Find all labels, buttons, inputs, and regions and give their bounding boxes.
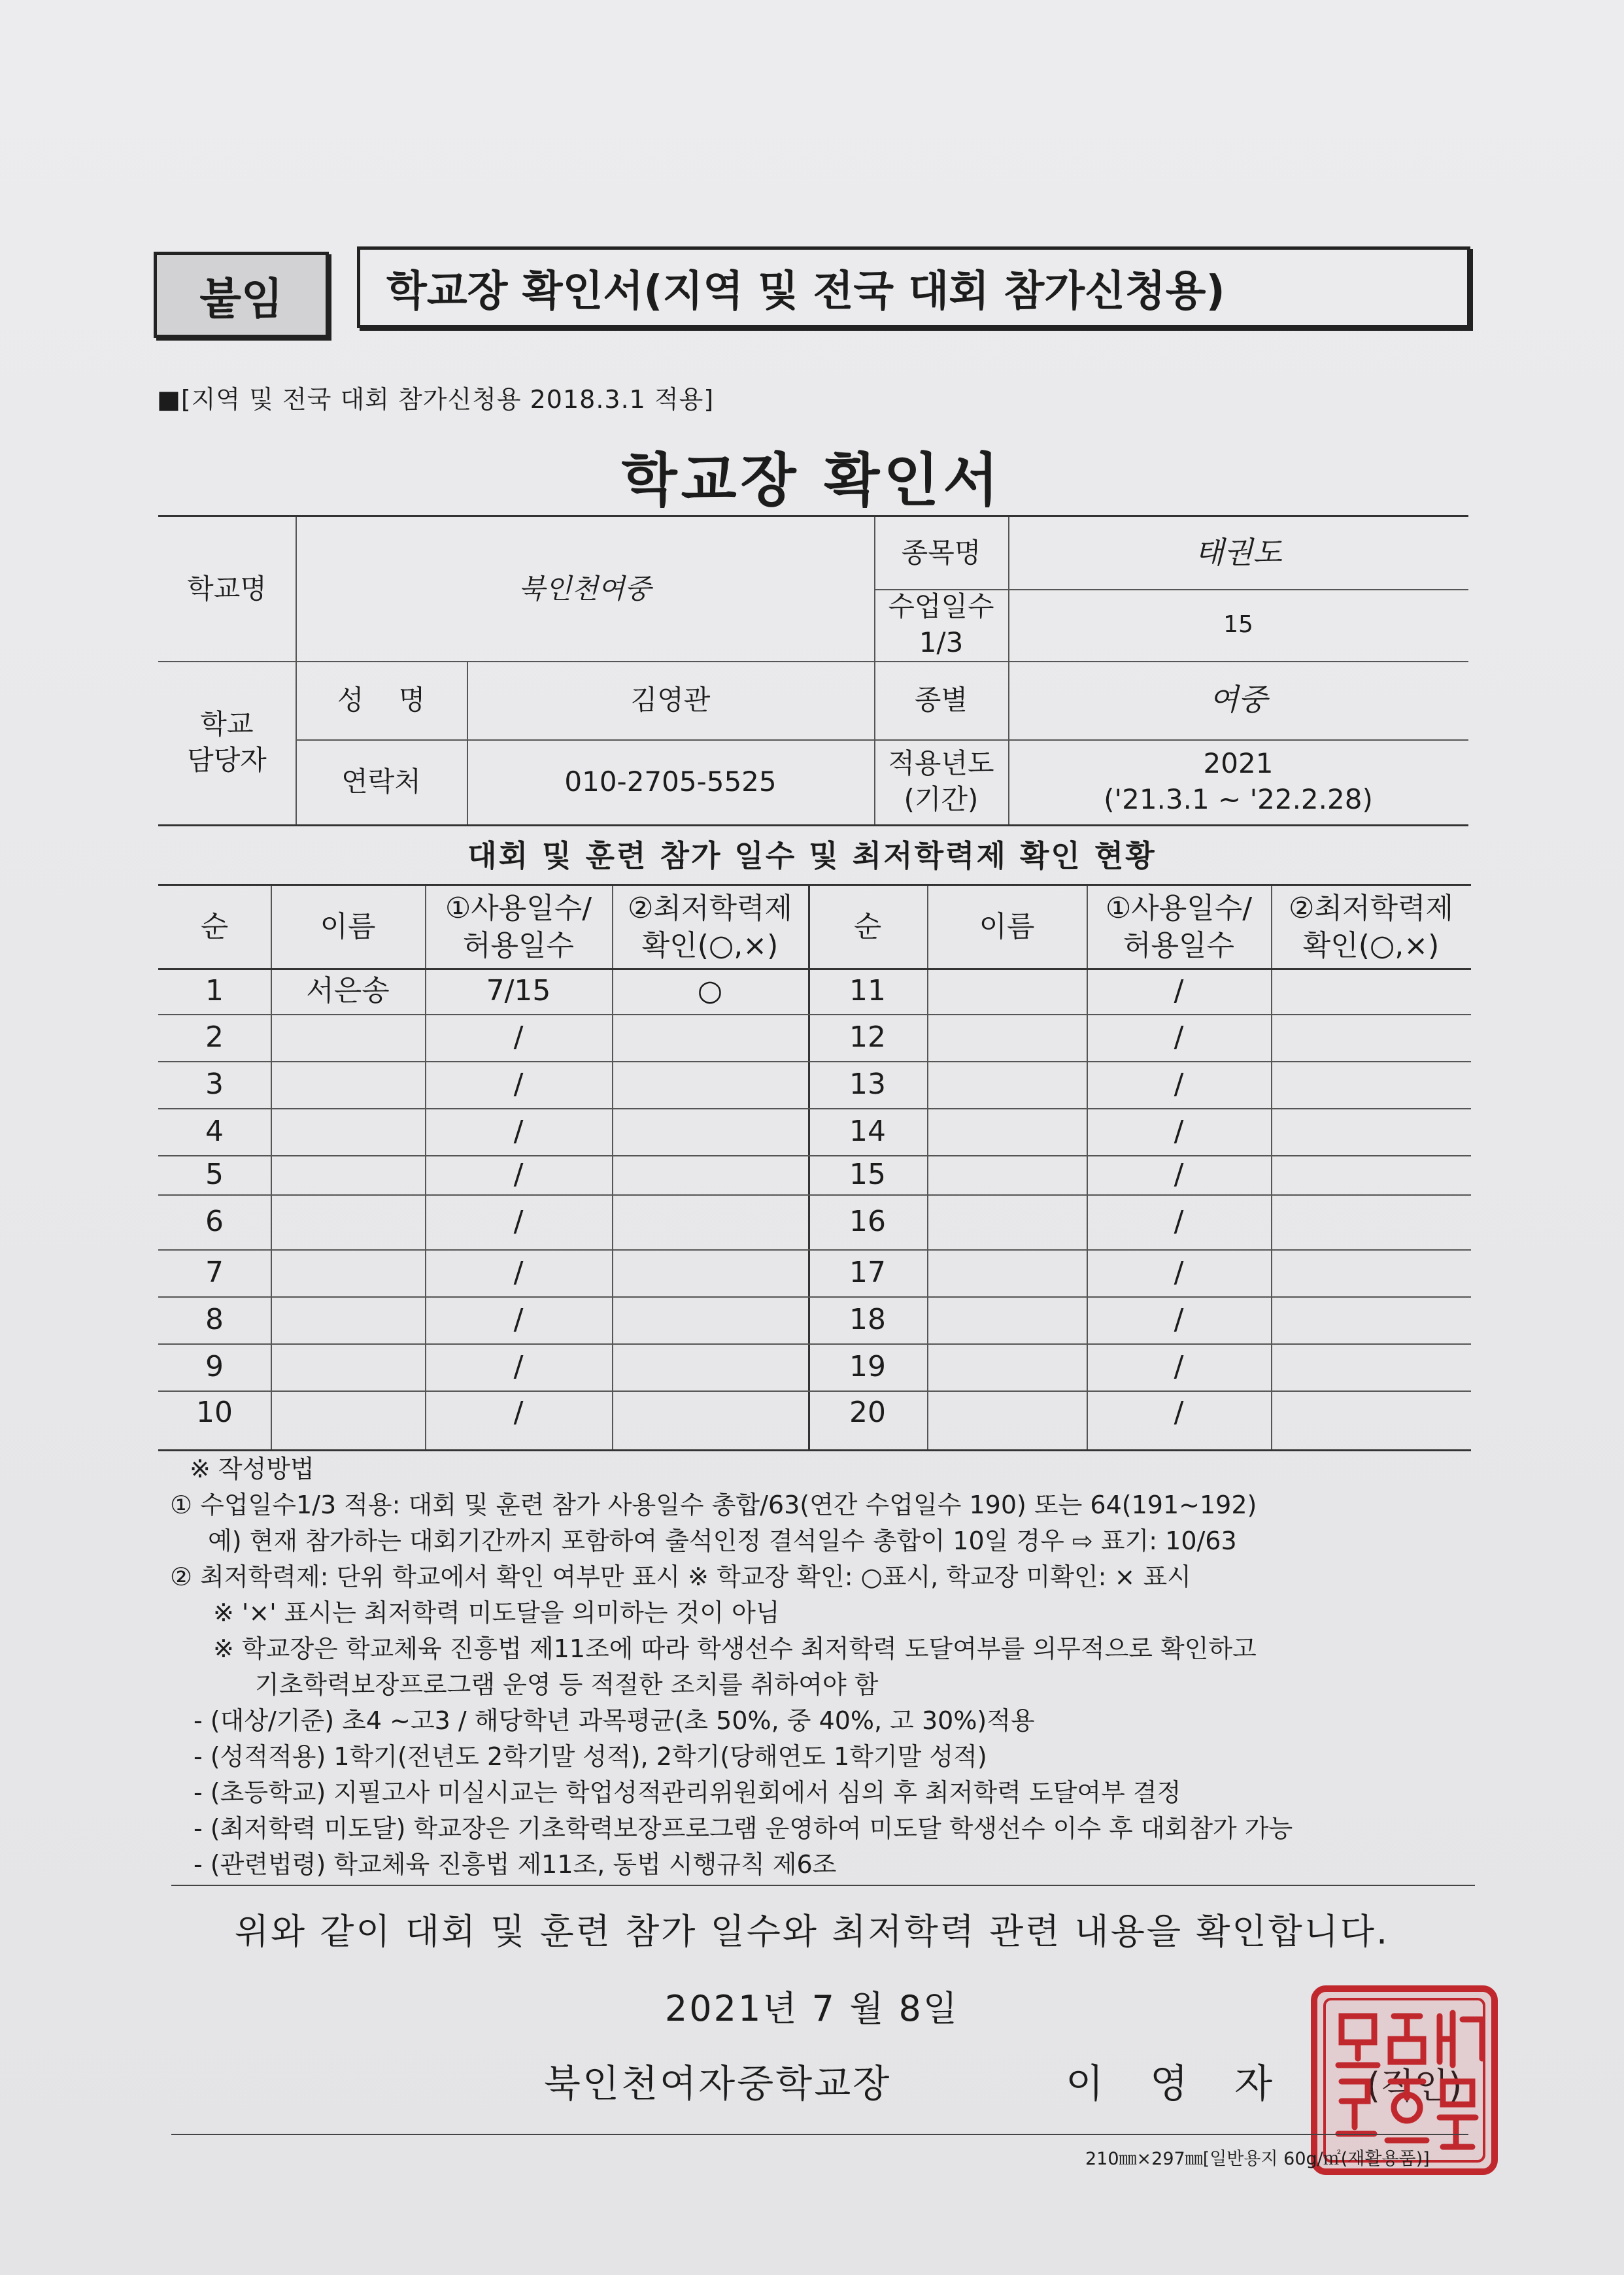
row-right-check	[1271, 1014, 1471, 1061]
row-left-check	[612, 1296, 808, 1343]
row-right-check	[1271, 968, 1471, 1014]
row-right-check	[1271, 1249, 1471, 1296]
manager-label: 학교 담당자	[187, 708, 267, 776]
note-line: ① 수업일수1/3 적용: 대회 및 훈련 참가 사용일수 총합/63(연간 수업일수 190) 또는 64(191~192)	[170, 1491, 1257, 1519]
row-right-no	[808, 1390, 927, 1435]
header-check	[612, 886, 808, 968]
row-left-check	[612, 1108, 808, 1155]
row-right-days-text: /	[1174, 1303, 1184, 1337]
row-left-days-text: /	[513, 1350, 524, 1384]
row-left-no-text: 1	[205, 974, 224, 1008]
row-right-no-text: 13	[849, 1068, 886, 1102]
header-days-text: 허용일수	[1123, 929, 1234, 962]
row-right-name	[927, 1194, 1087, 1249]
participation-title: 대회 및 훈련 참가 일수 및 최저학력제 확인 현황	[467, 838, 1157, 873]
note-line: ※ '×' 표시는 최저학력 미도달을 의미하는 것이 아님	[213, 1598, 780, 1627]
row-right-days-text: /	[1174, 1115, 1184, 1149]
header-no	[808, 886, 927, 968]
row-left-days	[425, 1108, 612, 1155]
row-left-days	[425, 1249, 612, 1296]
header-check-text: 확인(○,×)	[641, 929, 779, 962]
event-value: 태권도	[1194, 535, 1282, 571]
header-check-text: ②최저학력제	[1289, 891, 1453, 925]
row-left-check	[612, 1014, 808, 1061]
attachment-label-text: 붙임	[199, 273, 283, 324]
row-right-name	[927, 1296, 1087, 1343]
apply-year-value: 2021 ('21.3.1 ~ '22.2.28)	[1104, 747, 1373, 815]
row-right-name	[927, 968, 1087, 1014]
row-left-check	[612, 1390, 808, 1435]
row-left-no	[158, 1249, 271, 1296]
row-right-no	[808, 1296, 927, 1343]
row-right-days-text: /	[1174, 1068, 1184, 1102]
row-left-no-text: 8	[205, 1303, 224, 1337]
row-right-check	[1271, 1061, 1471, 1108]
row-left-check	[612, 1155, 808, 1194]
note-line: - (최저학력 미도달) 학교장은 기초학력보장프로그램 운영하여 미도달 학생선수 이수 후 대회참가 가능	[194, 1814, 1293, 1843]
row-left-days	[425, 968, 612, 1014]
row-right-no-text: 20	[849, 1396, 886, 1430]
row-left-days	[425, 1343, 612, 1390]
row-left-days-text: /	[513, 1205, 524, 1239]
attachment-label	[154, 252, 329, 338]
row-right-no	[808, 1061, 927, 1108]
header-no-text: 순	[200, 910, 229, 944]
row-right-check	[1271, 1108, 1471, 1155]
header-no-text: 순	[853, 910, 882, 944]
school-principal-title: 북인천여자중학교장	[544, 2061, 892, 2106]
participation-table	[158, 884, 1471, 1451]
row-right-check	[1271, 1343, 1471, 1390]
row-left-days-text: /	[513, 1068, 524, 1102]
row-right-name	[927, 1014, 1087, 1061]
row-right-days	[1087, 1108, 1271, 1155]
row-left-days	[425, 1296, 612, 1343]
manager-name-label: 성 명	[337, 683, 426, 716]
row-right-days	[1087, 1194, 1271, 1249]
header-check	[1271, 886, 1471, 968]
school-name-label: 학교명	[187, 572, 267, 605]
row-right-no-text: 19	[849, 1350, 886, 1384]
row-left-no	[158, 1108, 271, 1155]
contact-value: 010-2705-5525	[564, 765, 777, 798]
row-right-name	[927, 1343, 1087, 1390]
row-right-days	[1087, 1296, 1271, 1343]
division-value: 여중	[1209, 682, 1268, 718]
row-left-no	[158, 968, 271, 1014]
notes-divider	[171, 1885, 1475, 1886]
row-left-no	[158, 1343, 271, 1390]
row-left-name	[271, 1390, 425, 1435]
row-left-name	[271, 1296, 425, 1343]
row-left-days-text: /	[513, 1256, 524, 1290]
header-days-text: 허용일수	[462, 929, 574, 962]
row-left-no-text: 4	[205, 1115, 224, 1149]
school-info-table	[158, 515, 1468, 826]
row-left-check	[612, 1061, 808, 1108]
note-line: ② 최저학력제: 단위 학교에서 확인 여부만 표시 ※ 학교장 확인: ○표시, 학교장 미확인: × 표시	[170, 1562, 1191, 1591]
row-left-no	[158, 1194, 271, 1249]
note-line: - (대상/기준) 초4 ~고3 / 해당학년 과목평균(초 50%, 중 40%, 고 30%)적용	[194, 1706, 1035, 1735]
row-right-no	[808, 1343, 927, 1390]
row-right-check	[1271, 1194, 1471, 1249]
row-right-no-text: 14	[849, 1115, 886, 1149]
row-left-check-text: ○	[697, 974, 723, 1008]
row-left-name	[271, 1194, 425, 1249]
note-line: - (초등학교) 지필고사 미실시교는 학업성적관리위원회에서 심의 후 최저학력 도달여부 결정	[194, 1778, 1181, 1807]
row-left-name	[271, 968, 425, 1014]
school-days-value: 15	[1223, 611, 1253, 638]
row-left-no-text: 2	[205, 1020, 224, 1054]
row-left-name	[271, 1343, 425, 1390]
row-left-no-text: 10	[196, 1396, 233, 1430]
row-right-no	[808, 968, 927, 1014]
row-left-no	[158, 1061, 271, 1108]
row-left-days	[425, 1014, 612, 1061]
note-line: 기초학력보장프로그램 운영 등 적절한 조치를 취하여야 함	[255, 1670, 879, 1699]
paper-spec-footer: 210㎜×297㎜[일반용지 60g/㎡(재활용품)]	[1085, 2149, 1430, 2169]
row-right-check	[1271, 1390, 1471, 1435]
main-title: 학교장 확인서	[621, 447, 1003, 514]
row-right-no	[808, 1249, 927, 1296]
row-left-days	[425, 1390, 612, 1435]
header-no	[158, 886, 271, 968]
row-left-days-text: /	[513, 1303, 524, 1337]
apply-year-label: 적용년도 (기간)	[888, 747, 994, 815]
row-right-days	[1087, 968, 1271, 1014]
row-right-no	[808, 1108, 927, 1155]
header-days-text: ①사용일수/	[445, 891, 592, 925]
row-right-no	[808, 1014, 927, 1061]
header-title-text: 학교장 확인서(지역 및 전국 대회 참가신청용)	[386, 267, 1225, 316]
row-right-name	[927, 1249, 1087, 1296]
row-right-days	[1087, 1249, 1271, 1296]
row-right-days	[1087, 1390, 1271, 1435]
row-right-name	[927, 1155, 1087, 1194]
principal-name: 이 영 자	[1066, 2061, 1290, 2107]
header-check-text: ②최저학력제	[628, 891, 792, 925]
row-right-days	[1087, 1155, 1271, 1194]
row-right-days-text: /	[1174, 1020, 1184, 1054]
row-left-check	[612, 1194, 808, 1249]
row-left-check	[612, 1343, 808, 1390]
row-left-days-text: 7/15	[486, 974, 551, 1008]
row-right-no-text: 11	[849, 974, 886, 1008]
row-right-no-text: 12	[849, 1020, 886, 1054]
header-name-text: 이름	[320, 910, 376, 944]
row-left-days	[425, 1061, 612, 1108]
row-right-no	[808, 1155, 927, 1194]
header-name	[271, 886, 425, 968]
note-line: - (성적적용) 1학기(전년도 2학기말 성적), 2학기(당해연도 1학기말 성적)	[194, 1742, 987, 1771]
row-left-check	[612, 1249, 808, 1296]
row-right-no-text: 16	[849, 1205, 886, 1239]
row-left-no	[158, 1155, 271, 1194]
row-right-name	[927, 1390, 1087, 1435]
header-check-text: 확인(○,×)	[1302, 929, 1440, 962]
row-left-name	[271, 1155, 425, 1194]
note-line: ※ 학교장은 학교체육 진흥법 제11조에 따라 학생선수 최저학력 도달여부를 의무적으로 확인하고	[213, 1634, 1257, 1663]
manager-name-value: 김영관	[630, 683, 711, 716]
row-left-days-text: /	[513, 1158, 524, 1192]
row-right-days-text: /	[1174, 974, 1184, 1008]
header-days-text: ①사용일수/	[1105, 891, 1253, 925]
document-header-title	[357, 246, 1470, 328]
row-left-name	[271, 1108, 425, 1155]
contact-label: 연락처	[341, 765, 421, 798]
note-line: - (관련법령) 학교체육 진흥법 제11조, 동법 시행규칙 제6조	[194, 1850, 837, 1879]
row-right-days-text: /	[1174, 1256, 1184, 1290]
row-right-days	[1087, 1014, 1271, 1061]
row-right-no	[808, 1194, 927, 1249]
row-left-no-text: 5	[205, 1158, 224, 1192]
event-label: 종목명	[901, 536, 981, 569]
row-right-days-text: /	[1174, 1396, 1184, 1430]
row-left-name	[271, 1061, 425, 1108]
note-line: 예) 현재 참가하는 대회기간까지 포함하여 출석인정 결석일수 총합이 10일 경우 ⇨ 표기: 10/63	[208, 1526, 1237, 1555]
note-line: ※ 작성방법	[190, 1455, 314, 1483]
row-right-check	[1271, 1296, 1471, 1343]
header-name-text: 이름	[979, 910, 1035, 944]
school-days-label: 수업일수 1/3	[888, 590, 994, 658]
applied-note: ■[지역 및 전국 대회 참가신청용 2018.3.1 적용]	[157, 385, 715, 414]
row-left-no	[158, 1390, 271, 1435]
row-right-days	[1087, 1061, 1271, 1108]
row-left-days	[425, 1155, 612, 1194]
school-name-value: 북인천여중	[518, 572, 651, 605]
row-left-name-text: 서은송	[306, 974, 390, 1008]
row-left-no-text: 7	[205, 1256, 224, 1290]
row-right-days-text: /	[1174, 1158, 1184, 1192]
division-label: 종별	[914, 683, 968, 716]
row-left-days-text: /	[513, 1020, 524, 1054]
header-days	[425, 886, 612, 968]
row-right-days-text: /	[1174, 1350, 1184, 1384]
row-left-no-text: 9	[205, 1350, 224, 1384]
row-right-days	[1087, 1343, 1271, 1390]
row-right-no-text: 18	[849, 1303, 886, 1337]
row-right-name	[927, 1061, 1087, 1108]
row-left-no-text: 6	[205, 1205, 224, 1239]
row-left-no	[158, 1296, 271, 1343]
row-left-name	[271, 1014, 425, 1061]
row-right-days-text: /	[1174, 1205, 1184, 1239]
row-right-check	[1271, 1155, 1471, 1194]
row-left-no	[158, 1014, 271, 1061]
row-left-days-text: /	[513, 1115, 524, 1149]
row-right-no-text: 15	[849, 1158, 886, 1192]
confirmation-date: 2021년 7 월 8일	[664, 1988, 960, 2029]
row-left-days-text: /	[513, 1396, 524, 1430]
footer-divider	[171, 2134, 1468, 2135]
confirmation-statement: 위와 같이 대회 및 훈련 참가 일수와 최저학력 관련 내용을 확인합니다.	[234, 1911, 1390, 1952]
row-right-name	[927, 1108, 1087, 1155]
header-name	[927, 886, 1087, 968]
row-right-no-text: 17	[849, 1256, 886, 1290]
row-left-no-text: 3	[205, 1068, 224, 1102]
row-left-days	[425, 1194, 612, 1249]
row-left-check	[612, 968, 808, 1014]
header-days	[1087, 886, 1271, 968]
row-left-name	[271, 1249, 425, 1296]
